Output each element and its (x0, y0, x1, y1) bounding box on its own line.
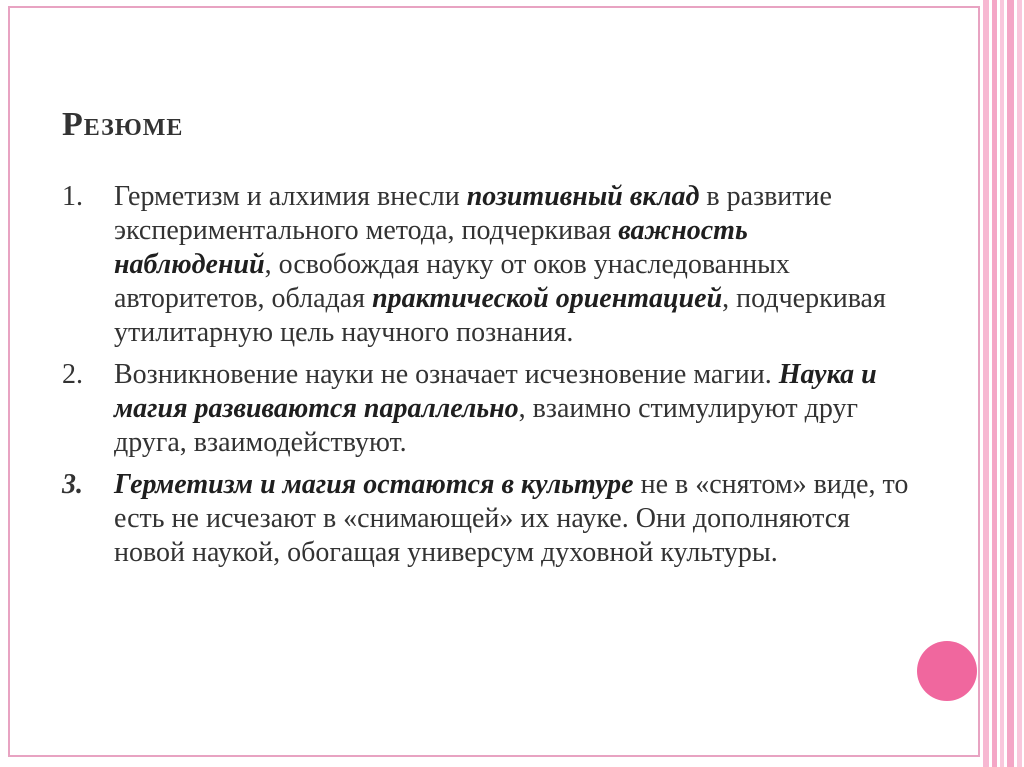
emphasis-text: позитивный вклад (466, 181, 700, 212)
slide-title: Резюме (62, 106, 184, 143)
item-text: , взаимно стимулируют друг друга, взаимодействуют. (114, 393, 858, 458)
list-item-3 (62, 468, 912, 570)
list-number: 3. (62, 469, 83, 500)
list-item-2 (62, 358, 912, 460)
decorative-circle (917, 641, 977, 701)
decorative-stripe (992, 0, 997, 767)
item-text: , подчеркивая утилитарную цель научного познания. (114, 283, 886, 348)
emphasis-text: важность наблюдений (114, 215, 748, 280)
list-number: 1. (62, 181, 83, 212)
decorative-stripe (983, 0, 989, 767)
item-text: не в «снятом» виде, то есть не исчезают в «снимающей» их науке. Они дополняются новой наукой, обогащая универсум духовной культуры. (114, 469, 909, 568)
item-text: , освобождая науку от оков унаследованных авторитетов, обладая (114, 249, 790, 314)
decorative-stripe (1017, 0, 1022, 767)
decorative-stripe (1000, 0, 1004, 767)
item-text: Герметизм и алхимия внесли (114, 181, 467, 212)
item-text: в развитие экспериментального метода, подчеркивая (114, 181, 832, 246)
numbered-list (62, 180, 912, 578)
emphasis-text: Герметизм и магия остаются в культуре (114, 469, 634, 500)
emphasis-text: практической ориентацией (372, 283, 723, 314)
list-item-1 (62, 180, 912, 350)
item-text: Возникновение науки не означает исчезновение магии. (114, 359, 779, 390)
emphasis-text: Наука и магия развиваются параллельно (114, 359, 877, 424)
decorative-stripe (1007, 0, 1014, 767)
list-number: 2. (62, 359, 83, 390)
